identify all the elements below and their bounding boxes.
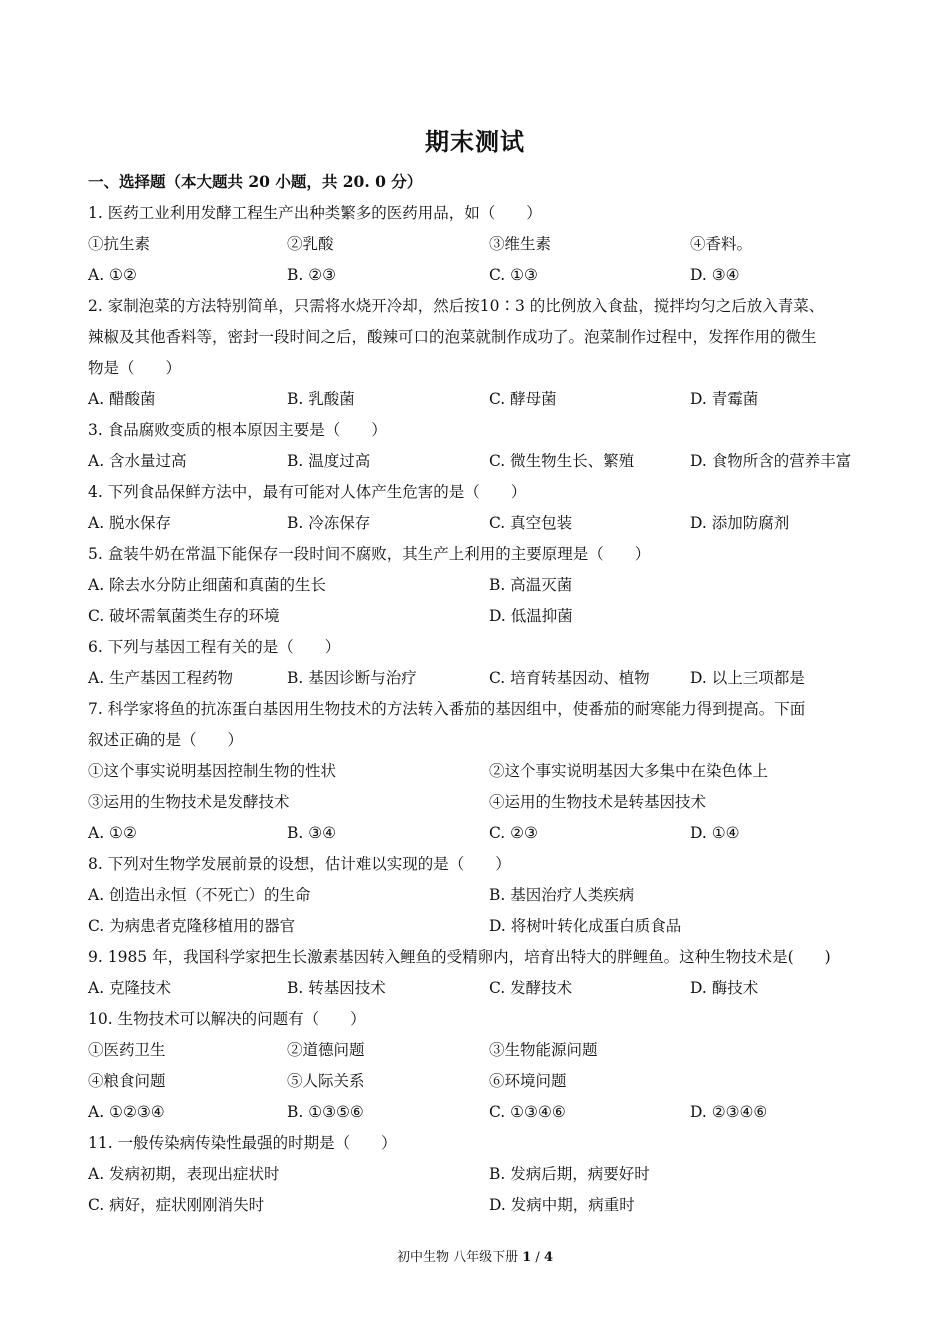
statement: ②这个事实说明基因大多集中在染色体上 — [489, 762, 769, 780]
question-stem: 2. 家制泡菜的方法特别简单，只需将水烧开冷却，然后按10∶3 的比例放入食盐，搅拌均匀之后放入青菜、 — [88, 297, 825, 315]
statement: ④香料。 — [690, 235, 753, 253]
answer-option: C. 酵母菌 — [489, 390, 557, 408]
answer-option: D. 发病中期，病重时 — [489, 1196, 635, 1214]
answer-option-row — [88, 668, 878, 688]
footer-page: 1 — [522, 1250, 532, 1265]
answer-option: D. 将树叶转化成蛋白质食品 — [489, 917, 682, 935]
answer-option: A. 生产基因工程药物 — [88, 669, 234, 687]
answer-option-row — [88, 513, 878, 533]
statement: ③运用的生物技术是发酵技术 — [88, 793, 290, 811]
answer-option-row — [88, 1164, 878, 1184]
question-stem: 9. 1985 年，我国科学家把生长激素基因转入鲤鱼的受精卵内，培育出特大的胖鲤鱼。这种生物技术是( ) — [88, 948, 831, 966]
answer-option-row — [88, 1195, 878, 1215]
statement-row — [88, 1071, 878, 1091]
question-stem: 5. 盒装牛奶在常温下能保存一段时间不腐败，其生产上利用的主要原理是（ ） — [88, 545, 651, 563]
statement-row — [88, 792, 878, 812]
footer-subject: 初中生物 八年级下册 — [396, 1250, 523, 1265]
answer-option: C. 发酵技术 — [489, 979, 573, 997]
answer-option-row — [88, 823, 878, 843]
answer-option: B. 冷冻保存 — [287, 514, 371, 532]
answer-option: A. 醋酸菌 — [88, 390, 156, 408]
statement: ④运用的生物技术是转基因技术 — [489, 793, 707, 811]
answer-option: C. 培育转基因动、植物 — [489, 669, 650, 687]
answer-option: C. 真空包装 — [489, 514, 573, 532]
answer-option: B. 转基因技术 — [287, 979, 386, 997]
answer-option: A. 发病初期，表现出症状时 — [88, 1165, 280, 1183]
statement: ⑥环境问题 — [489, 1072, 567, 1090]
answer-option: B. 高温灭菌 — [489, 576, 573, 594]
answer-option: A. 创造出永恒（不死亡）的生命 — [88, 886, 311, 904]
answer-option: C. 为病患者克隆移植用的器官 — [88, 917, 296, 935]
answer-option: B. ③④ — [287, 824, 337, 842]
answer-option-row — [88, 389, 878, 409]
footer-sep: / — [531, 1250, 544, 1265]
question-stem: 物是（ ） — [88, 359, 182, 377]
answer-option-row — [88, 885, 878, 905]
statement: ②道德问题 — [287, 1041, 365, 1059]
footer-total: 4 — [543, 1250, 553, 1265]
answer-option-row — [88, 575, 878, 595]
answer-option-row — [88, 265, 878, 285]
question-stem: 叙述正确的是（ ） — [88, 731, 244, 749]
answer-option-row — [88, 916, 878, 936]
question-stem: 1. 医药工业利用发酵工程生产出种类繁多的医药用品，如（ ） — [88, 204, 542, 222]
statement: ①医药卫生 — [88, 1041, 166, 1059]
statement: ④粮食问题 — [88, 1072, 166, 1090]
answer-option: A. 克隆技术 — [88, 979, 172, 997]
question-stem: 8. 下列对生物学发展前景的设想，估计难以实现的是（ ） — [88, 855, 511, 873]
statement-row — [88, 1040, 878, 1060]
answer-option: D. 食物所含的营养丰富 — [690, 452, 852, 470]
question-stem: 6. 下列与基因工程有关的是（ ） — [88, 638, 341, 656]
answer-option: D. 青霉菌 — [690, 390, 759, 408]
answer-option: A. 含水量过高 — [88, 452, 187, 470]
answer-option: B. 温度过高 — [287, 452, 371, 470]
answer-option: D. ②③④⑥ — [690, 1103, 768, 1121]
statement: ②乳酸 — [287, 235, 334, 253]
answer-option: C. 微生物生长、繁殖 — [489, 452, 635, 470]
question-stem: 辣椒及其他香料等，密封一段时间之后，酸辣可口的泡菜就制作成功了。泡菜制作过程中，发挥作用的微生 — [88, 328, 817, 346]
statement: ①这个事实说明基因控制生物的性状 — [88, 762, 337, 780]
statement: ③生物能源问题 — [489, 1041, 598, 1059]
question-stem: 3. 食品腐败变质的根本原因主要是（ ） — [88, 421, 387, 439]
answer-option: B. ①③⑤⑥ — [287, 1103, 364, 1121]
answer-option: B. ②③ — [287, 266, 337, 284]
answer-option: B. 乳酸菌 — [287, 390, 355, 408]
question-stem: 11. 一般传染病传染性最强的时期是（ ） — [88, 1134, 397, 1152]
answer-option: A. ①②③④ — [88, 1103, 165, 1121]
question-stem: 4. 下列食品保鲜方法中，最有可能对人体产生危害的是（ ） — [88, 483, 527, 501]
page-footer — [0, 1246, 950, 1265]
answer-option: C. ②③ — [489, 824, 538, 842]
answer-option: D. ③④ — [690, 266, 740, 284]
statement-row — [88, 761, 878, 781]
answer-option: A. ①② — [88, 824, 137, 842]
answer-option: C. ①③ — [489, 266, 538, 284]
answer-option-row — [88, 1102, 878, 1122]
answer-option: C. 病好，症状刚刚消失时 — [88, 1196, 265, 1214]
answer-option: C. ①③④⑥ — [489, 1103, 566, 1121]
answer-option: A. 除去水分防止细菌和真菌的生长 — [88, 576, 327, 594]
answer-option: B. 发病后期，病要好时 — [489, 1165, 650, 1183]
answer-option: D. 酶技术 — [690, 979, 759, 997]
answer-option: B. 基因治疗人类疾病 — [489, 886, 635, 904]
answer-option: D. 添加防腐剂 — [690, 514, 790, 532]
statement: ⑤人际关系 — [287, 1072, 365, 1090]
answer-option: D. ①④ — [690, 824, 740, 842]
statement: ③维生素 — [489, 235, 552, 253]
answer-option-row — [88, 606, 878, 626]
statement: ①抗生素 — [88, 235, 151, 253]
answer-option: C. 破坏需氧菌类生存的环境 — [88, 607, 280, 625]
answer-option: A. 脱水保存 — [88, 514, 172, 532]
answer-option-row — [88, 451, 878, 471]
answer-option: B. 基因诊断与治疗 — [287, 669, 417, 687]
statement-row — [88, 234, 878, 254]
question-stem: 10. 生物技术可以解决的问题有（ ） — [88, 1010, 366, 1028]
answer-option: A. ①② — [88, 266, 137, 284]
answer-option-row — [88, 978, 878, 998]
answer-option: D. 以上三项都是 — [690, 669, 805, 687]
section-heading: 一、选择题（本大题共 20 小题，共 20. 0 分） — [88, 172, 423, 191]
page-title: 期末测试 — [425, 127, 525, 156]
question-stem: 7. 科学家将鱼的抗冻蛋白基因用生物技术的方法转入番茄的基因组中，使番茄的耐寒能力得到提高。下面 — [88, 700, 806, 718]
answer-option: D. 低温抑菌 — [489, 607, 573, 625]
